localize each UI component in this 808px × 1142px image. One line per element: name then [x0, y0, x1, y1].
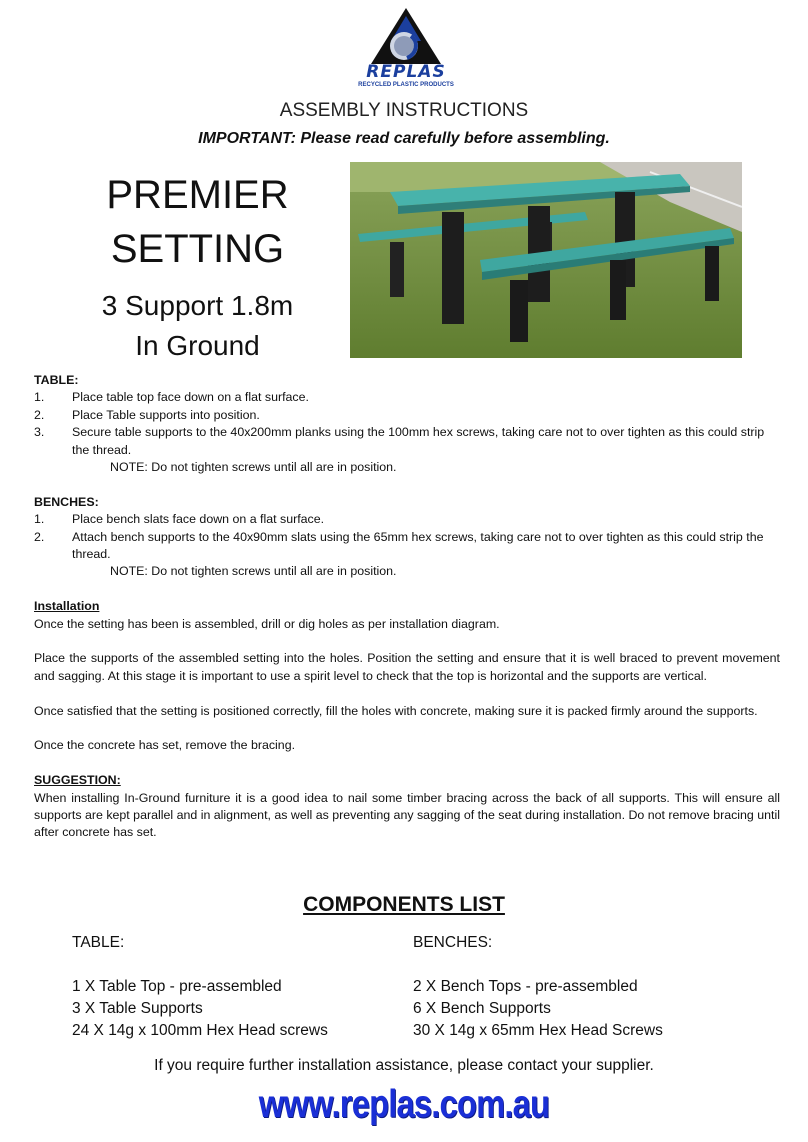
list-item: 2 X Bench Tops - pre-assembled: [413, 978, 638, 995]
table-note: NOTE: Do not tighten screws until all are in position.: [110, 460, 397, 475]
list-item: [34, 424, 780, 459]
product-size: 3 Support 1.8m: [101, 290, 294, 321]
list-item: [34, 511, 780, 528]
list-item: 6 X Bench Supports: [413, 1000, 551, 1017]
step-number: 1.: [34, 512, 45, 527]
benches-heading: BENCHES:: [34, 494, 99, 509]
contact-note: If you require further installation assistance, please contact your supplier.: [154, 1057, 654, 1074]
components-table-heading: TABLE:: [72, 934, 125, 951]
step-text: Place bench slats face down on a flat surface.: [72, 512, 325, 527]
list-item: [34, 389, 780, 406]
step-number: 3.: [34, 425, 45, 440]
product-title: [60, 168, 335, 366]
step-number: 2.: [34, 407, 45, 422]
components-table-column: [72, 932, 392, 1042]
list-item: 3 X Table Supports: [72, 1000, 203, 1017]
step-text: Attach bench supports to the 40x90mm slats using the 65mm hex screws, taking care not to over tighten as this could strip the thread.: [72, 529, 764, 562]
benches-note: NOTE: Do not tighten screws until all are in position.: [110, 564, 397, 579]
step-number: 2.: [34, 529, 45, 544]
step-text: Secure table supports to the 40x200mm planks using the 100mm hex screws, taking care not to over tighten as this could strip the thread.: [72, 425, 765, 457]
installation-paragraph: Once the concrete has set, remove the bracing.: [34, 738, 296, 753]
instructions-body: [34, 372, 780, 842]
logo-wordmark: REPLAS: [366, 62, 446, 82]
product-title-line2: SETTING: [110, 227, 285, 271]
suggestion-text: When installing In-Ground furniture it is a good idea to nail some timber bracing across the back of all supports. This will ensure all supports are kept parallel and in alignment, as well as preventing any sagging of the seat during installation. Do not remove bracing until after concrete has set.: [34, 790, 780, 840]
picnic-setting-photo: [350, 162, 742, 358]
website-link[interactable]: www.replas.com.au: [258, 1083, 550, 1126]
step-number: 1.: [34, 390, 45, 405]
suggestion-heading: SUGGESTION:: [34, 773, 121, 788]
installation-paragraph: Place the supports of the assembled setting into the holes. Position the setting and ensure that it is well braced to prevent movement and sagging. At this stage it is important to use a spirit level to check that the top is horizontal and the supports are vertical.: [34, 651, 780, 683]
components-title: COMPONENTS LIST: [303, 893, 505, 916]
important-notice: IMPORTANT: Please read carefully before assembling.: [198, 130, 610, 147]
logo-tagline: RECYCLED PLASTIC PRODUCTS: [358, 82, 454, 88]
components-benches-heading: BENCHES:: [413, 934, 493, 951]
list-item: 30 X 14g x 65mm Hex Head Screws: [413, 1022, 663, 1039]
replas-logo-mark-icon: [355, 6, 457, 66]
list-item: 24 X 14g x 100mm Hex Head screws: [72, 1022, 328, 1039]
installation-paragraph: Once satisfied that the setting is positioned correctly, fill the holes with concrete, making sure it is packed firmly around the supports.: [34, 703, 758, 718]
table-heading: TABLE:: [34, 373, 79, 387]
list-item: [34, 529, 780, 564]
step-text: Place table top face down on a flat surface.: [72, 390, 309, 405]
step-text: Place Table supports into position.: [72, 407, 260, 422]
installation-paragraph: Once the setting has been is assembled, drill or dig holes as per installation diagram.: [34, 616, 500, 631]
list-item: 1 X Table Top - pre-assembled: [72, 978, 282, 995]
replas-logo: [355, 6, 457, 92]
installation-heading: Installation: [34, 599, 100, 614]
list-item: [34, 407, 780, 424]
components-benches-column: [413, 932, 733, 1042]
product-mount: In Ground: [135, 330, 260, 361]
page-title: ASSEMBLY INSTRUCTIONS: [279, 100, 529, 121]
product-title-line1: PREMIER: [106, 173, 289, 217]
